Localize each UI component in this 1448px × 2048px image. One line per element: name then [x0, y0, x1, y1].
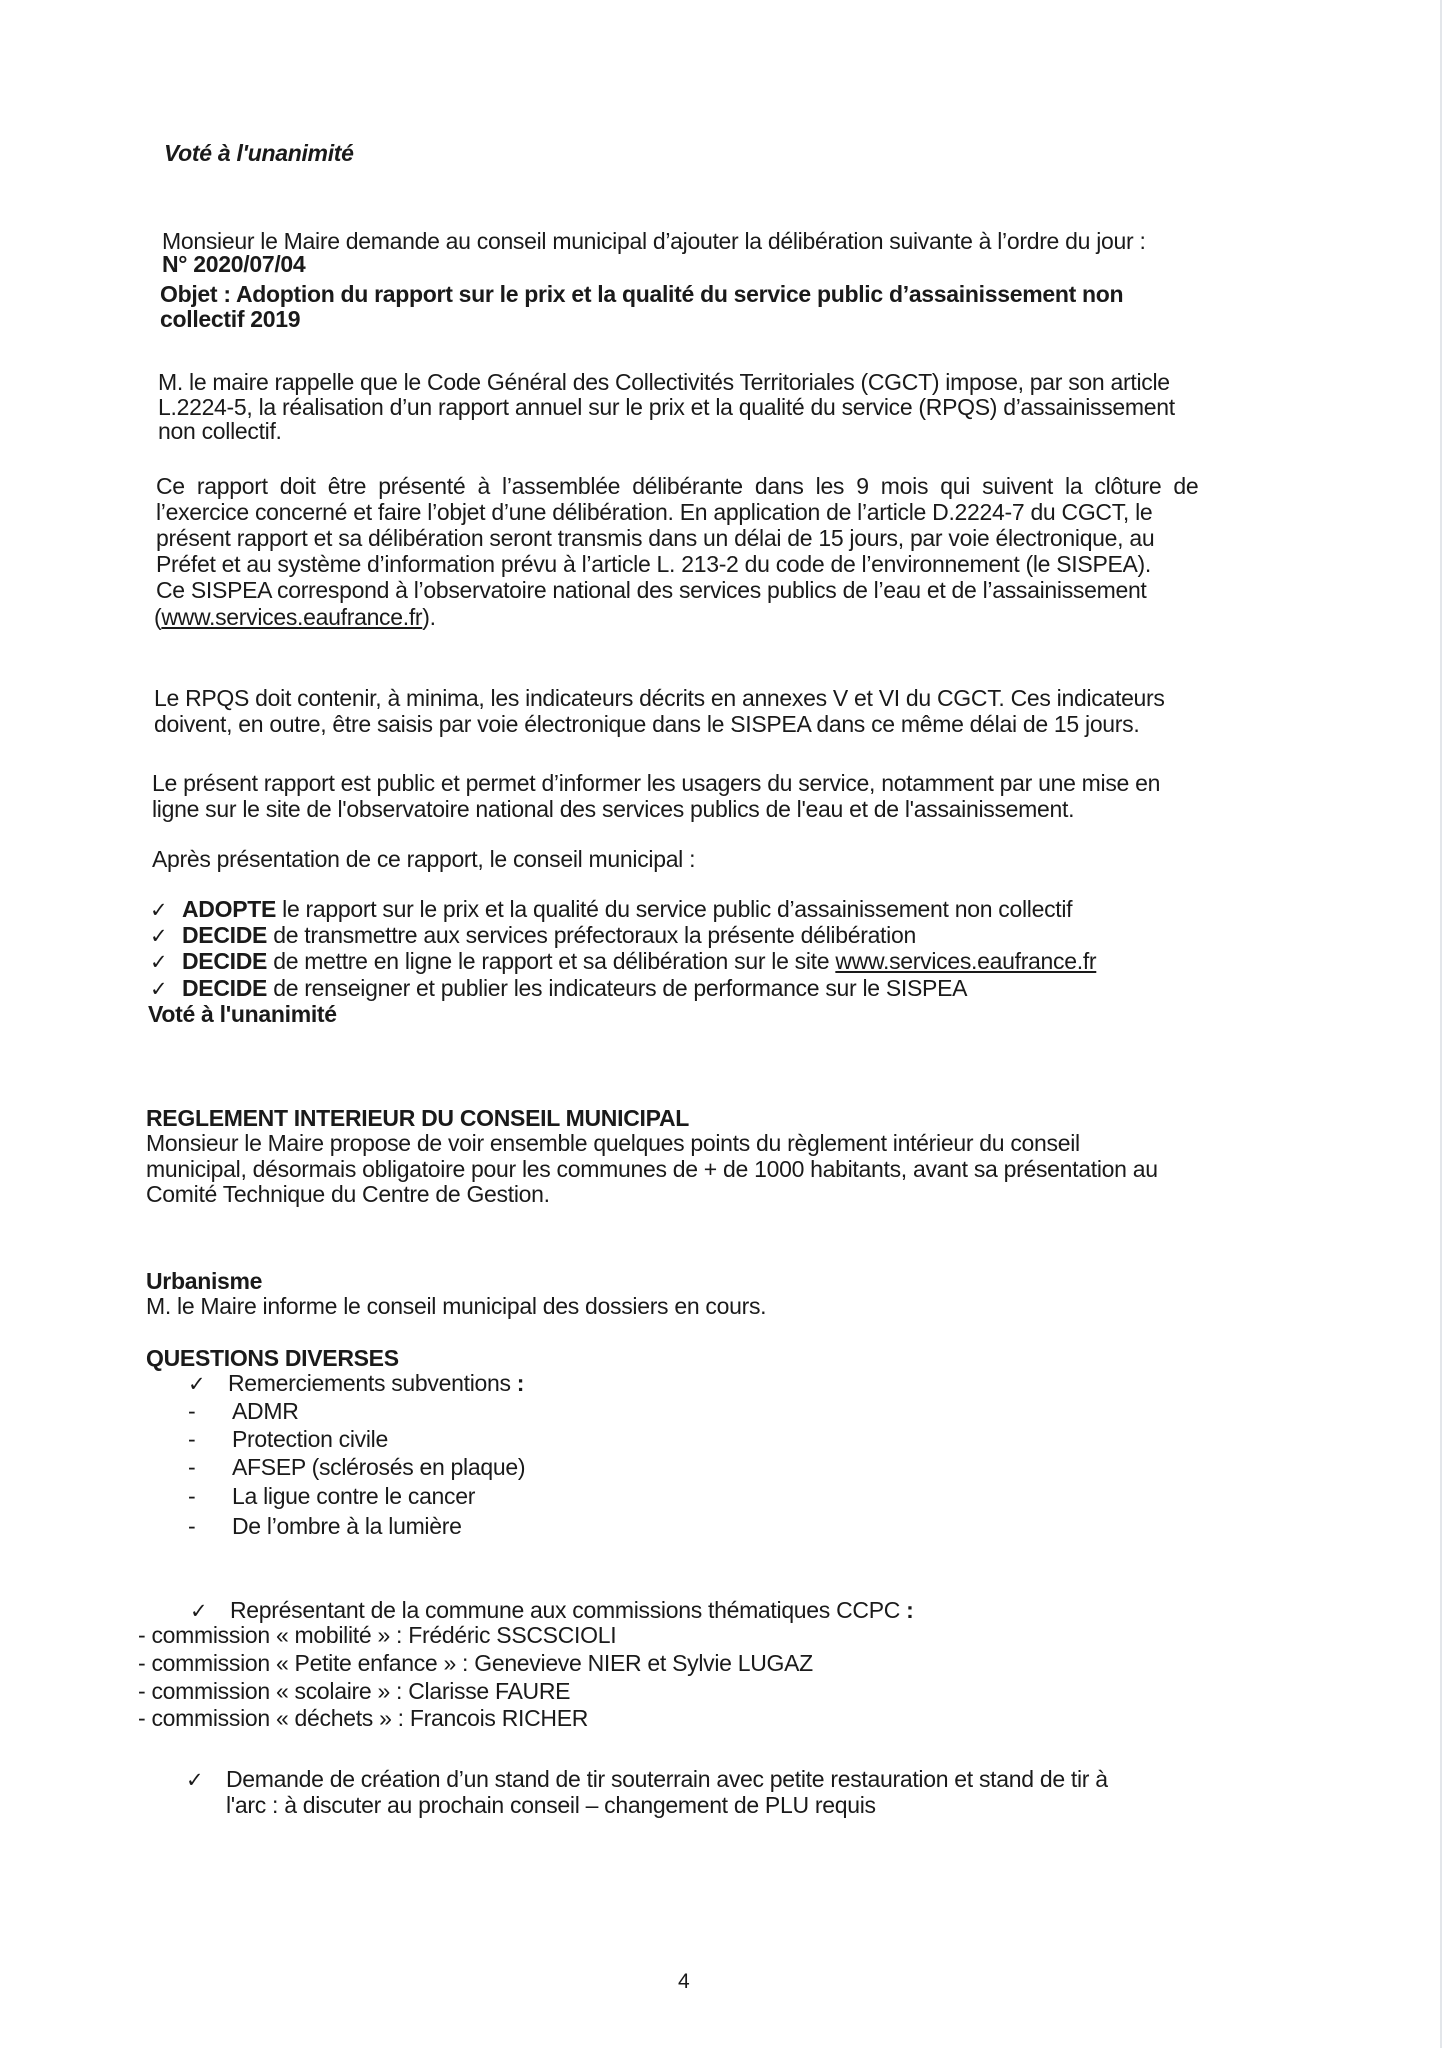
page-number: 4 — [678, 1970, 690, 1993]
commission-item: - commission « Petite enfance » : Genevieve NIER et Sylvie LUGAZ — [138, 1650, 813, 1676]
remerciement-item: - AFSEP (sclérosés en plaque) — [188, 1454, 526, 1480]
decision-keyword: DECIDE — [182, 975, 268, 1001]
deliberation-object-line1: Objet : Adoption du rapport sur le prix et la qualité du service public d’assainissement non — [160, 281, 1124, 307]
para3-line2: doivent, en outre, être saisis par voie électronique dans le SISPEA dans ce même délai de 15 jours. — [154, 711, 1140, 737]
remerciement-item: - Protection civile — [188, 1426, 388, 1452]
para2-line4: Préfet et au système d’information prévu à l’article L. 213-2 du code de l’environnement (le SISPEA). — [156, 551, 1152, 577]
dash-bullet: - — [188, 1426, 196, 1452]
decision-keyword: ADOPTE — [182, 896, 277, 922]
remerciements-colon: : — [516, 1370, 525, 1396]
decision-text: de renseigner et publier les indicateurs de performance sur le SISPEA — [267, 975, 968, 1001]
decision-item — [150, 948, 1096, 976]
representants-heading — [190, 1597, 914, 1625]
checkmark-icon: ✓ — [150, 951, 168, 974]
commission-item: - commission « scolaire » : Clarisse FAURE — [138, 1678, 571, 1704]
representants-label: Représentant de la commune aux commissions thématiques CCPC — [230, 1597, 907, 1623]
eaufrance-link[interactable]: www.services.eaufrance.fr — [835, 948, 1097, 974]
demande-line2: l'arc : à discuter au prochain conseil – changement de PLU requis — [226, 1792, 876, 1818]
decision-item — [150, 975, 967, 1003]
checkmark-icon: ✓ — [186, 1769, 204, 1792]
vote-result: Voté à l'unanimité — [148, 1001, 337, 1027]
demande-line1: ✓ Demande de création d’un stand de tir souterrain avec petite restauration et stand de tir à — [186, 1766, 1108, 1792]
para2-line2: l’exercice concerné et faire l’objet d’une délibération. En application de l’article D.2224-7 du CGCT, le — [156, 499, 1153, 525]
dash-bullet: - — [188, 1454, 196, 1480]
para2-line1: Ce rapport doit être présenté à l’assemblée délibérante dans les 9 mois qui suivent la clôture de — [156, 473, 1199, 499]
dash-bullet: - — [188, 1483, 196, 1509]
para1-line3: non collectif. — [158, 418, 282, 444]
commission-item: - commission « mobilité » : Frédéric SSCSCIOLI — [138, 1622, 617, 1648]
checkmark-icon: ✓ — [188, 1373, 206, 1396]
commission-item: - commission « déchets » : Francois RICHER — [138, 1705, 589, 1731]
decision-item — [150, 896, 1072, 924]
reglement-title: REGLEMENT INTERIEUR DU CONSEIL MUNICIPAL — [146, 1105, 689, 1131]
checkmark-icon: ✓ — [150, 925, 168, 948]
para1-line2: L.2224-5, la réalisation d’un rapport annuel sur le prix et la qualité du service (RPQS) d’assainissement — [158, 394, 1175, 420]
urbanisme-title: Urbanisme — [146, 1268, 263, 1294]
checkmark-icon: ✓ — [150, 978, 168, 1001]
reglement-line1: Monsieur le Maire propose de voir ensemble quelques points du règlement intérieur du conseil — [146, 1130, 1080, 1156]
remerciement-item: - De l’ombre à la lumière — [188, 1513, 462, 1539]
eaufrance-link[interactable]: www.services.eaufrance.fr — [161, 604, 423, 630]
dash-bullet: - — [188, 1513, 196, 1539]
para2-link-close: ). — [422, 604, 436, 630]
para2-link-open: ( — [154, 604, 162, 630]
remerciement-item: - La ligue contre le cancer — [188, 1483, 476, 1509]
decision-text: de mettre en ligne le rapport et sa délibération sur le site — [267, 948, 836, 974]
para2-line6 — [154, 604, 436, 631]
deliberation-object-line2: collectif 2019 — [160, 306, 301, 332]
reglement-line3: Comité Technique du Centre de Gestion. — [146, 1181, 550, 1207]
para4-line2: ligne sur le site de l'observatoire national des services publics de l'eau et de l'assainissement. — [152, 796, 1075, 822]
remerciements-label: Remerciements subventions — [228, 1370, 517, 1396]
para4-line1: Le présent rapport est public et permet d’informer les usagers du service, notamment par une mise en — [152, 770, 1161, 796]
dash-bullet: - — [188, 1398, 196, 1424]
representants-colon: : — [906, 1597, 914, 1623]
decision-text: de transmettre aux services préfectoraux la présente délibération — [267, 922, 916, 948]
remerciement-item: - ADMR — [188, 1398, 299, 1424]
remerciements-heading — [188, 1370, 524, 1398]
para1-line1: M. le maire rappelle que le Code Général des Collectivités Territoriales (CGCT) impose, par son article — [158, 369, 1170, 395]
decision-keyword: DECIDE — [182, 948, 268, 974]
after-presentation: Après présentation de ce rapport, le conseil municipal : — [152, 846, 696, 872]
checkmark-icon: ✓ — [150, 899, 168, 922]
para2-line3: présent rapport et sa délibération seront transmis dans un délai de 15 jours, par voie électronique, au — [156, 525, 1155, 551]
deliberation-intro: Monsieur le Maire demande au conseil municipal d’ajouter la délibération suivante à l’ordre du jour : — [162, 228, 1146, 254]
decision-keyword: DECIDE — [182, 922, 268, 948]
vote-result-top: Voté à l'unanimité — [164, 140, 354, 166]
scan-edge-line — [1440, 0, 1442, 2048]
deliberation-number: N° 2020/07/04 — [162, 251, 306, 277]
decision-item — [150, 922, 916, 950]
para2-line5: Ce SISPEA correspond à l’observatoire national des services publics de l’eau et de l’assainissement — [156, 577, 1147, 603]
questions-title: QUESTIONS DIVERSES — [146, 1345, 399, 1371]
para3-line1: Le RPQS doit contenir, à minima, les indicateurs décrits en annexes V et VI du CGCT. Ces indicateurs — [154, 685, 1165, 711]
decision-text: le rapport sur le prix et la qualité du service public d’assainissement non collectif — [276, 896, 1073, 922]
reglement-line2: municipal, désormais obligatoire pour les communes de + de 1000 habitants, avant sa présentation au — [146, 1156, 1158, 1182]
checkmark-icon: ✓ — [190, 1600, 208, 1623]
urbanisme-text: M. le Maire informe le conseil municipal des dossiers en cours. — [146, 1293, 767, 1319]
